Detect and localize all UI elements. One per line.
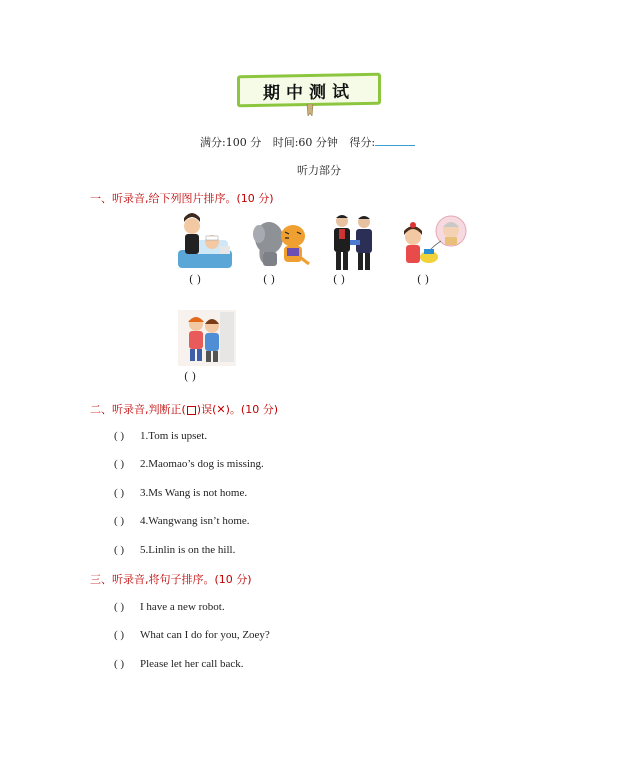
answer-bracket[interactable]: ( ) [114,601,125,613]
pic1-answer-bracket[interactable]: ( ) [189,273,202,286]
two-men-talking-picture [329,212,377,272]
list-item [114,515,250,527]
item-text: 1.Tom is upset. [140,430,208,442]
section3-points: (10 分) [214,573,252,586]
answer-bracket[interactable]: ( ) [114,487,125,499]
pic3-answer-bracket[interactable]: ( ) [333,273,346,286]
section1-points: (10 分) [236,192,274,205]
full-score-text: 满分:100 分 [200,136,262,149]
item-text: 2.Maomao’s dog is missing. [140,458,264,470]
section2-title-b: )误( [196,403,217,416]
score-blank[interactable] [375,135,415,146]
answer-bracket[interactable]: ( ) [114,458,125,470]
section2-title-c: )。 [225,403,241,416]
list-item [114,458,264,470]
sick-boy-in-bed-picture [176,210,234,270]
pic4-answer-bracket[interactable]: ( ) [417,273,430,286]
item-text: Please let her call back. [140,658,244,670]
answer-bracket[interactable]: ( ) [114,544,125,556]
cross-mark-icon: ✕ [216,403,226,416]
answer-bracket[interactable]: ( ) [114,430,125,442]
two-children-picture [178,310,236,366]
pic5-answer-bracket[interactable]: ( ) [184,370,197,383]
section3-title: 三、听录音,将句子排序。 [90,573,215,586]
item-text: I have a new robot. [140,601,225,613]
list-item [114,629,270,641]
title-banner [237,73,381,108]
list-item [114,601,225,613]
answer-bracket[interactable]: ( ) [114,629,125,641]
time-text: 时间:60 分钟 [272,136,338,149]
section2-title-a: 二、听录音,判断正( [90,403,186,416]
listening-part-heading: 听力部分 [297,164,341,177]
item-text: 5.Linlin is on the hill. [140,544,236,556]
list-item [114,658,244,670]
section2-heading [90,401,278,417]
section1-title: 一、听录音,给下列图片排序。 [90,192,237,205]
girl-and-grandma-phone-picture [401,213,469,269]
checkbox-square-icon [187,406,196,415]
pic2-answer-bracket[interactable]: ( ) [263,273,276,286]
score-label: 得分: [349,136,376,149]
section2-points: (10 分) [240,403,278,416]
elephant-and-tiger-picture [249,214,311,270]
page-title: 期中测试 [263,81,355,104]
list-item [114,430,207,442]
answer-bracket[interactable]: ( ) [114,658,125,670]
section1-heading [90,190,274,206]
item-text: 3.Ms Wang is not home. [140,487,248,499]
banner-ribbon-icon [305,104,315,116]
item-text: 4.Wangwang isn’t home. [140,515,250,527]
list-item [114,487,247,499]
item-text: What can I do for you, Zoey? [140,629,270,641]
exam-meta [200,134,423,150]
section3-heading [90,571,252,587]
list-item [114,544,235,556]
answer-bracket[interactable]: ( ) [114,515,125,527]
